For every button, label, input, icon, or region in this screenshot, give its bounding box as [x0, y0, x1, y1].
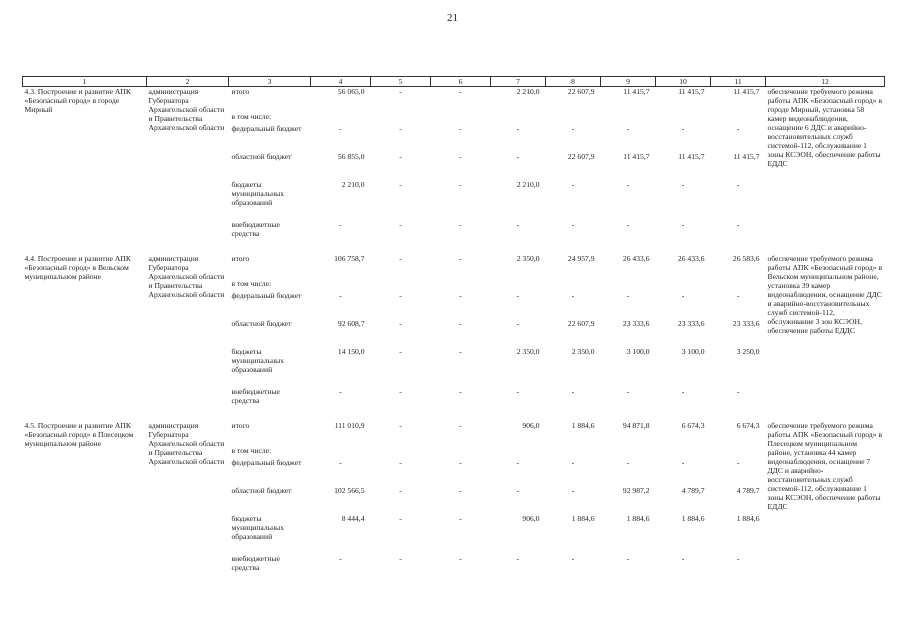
- funding-source-label: в том числе:: [231, 111, 272, 121]
- amount-cell: -: [681, 386, 685, 396]
- table-body: [23, 87, 885, 582]
- funding-source-label: областной бюджет: [231, 485, 292, 495]
- amount-cell: -: [459, 318, 462, 328]
- amount-cell: -: [681, 553, 685, 563]
- amount-cell: -: [459, 386, 462, 396]
- amount-cell: 3 250,0: [736, 346, 760, 356]
- amount-cell: 23 333,6: [732, 318, 760, 328]
- amount-cell: -: [736, 123, 740, 133]
- amount-cell: 4 789,7: [681, 485, 705, 495]
- amount-cell: -: [399, 513, 402, 523]
- executor-cell: администрация Губернатора Архангельской области и Правительства Архангельской области: [148, 420, 225, 466]
- amount-cell: -: [399, 151, 402, 161]
- amount-cell: [601, 279, 656, 291]
- amount-cell: -: [681, 219, 685, 229]
- amount-cell: -: [399, 420, 402, 430]
- amount-cell: -: [571, 553, 575, 563]
- amount-cell: -: [626, 123, 630, 133]
- column-number-header: 3: [229, 77, 311, 87]
- funding-source-label: областной бюджет: [231, 318, 292, 328]
- amount-cell: -: [399, 485, 402, 495]
- amount-cell: -: [459, 553, 462, 563]
- amount-cell: 22 607,9: [567, 87, 595, 96]
- amount-cell: -: [571, 179, 575, 189]
- amount-cell: -: [459, 420, 462, 430]
- amount-cell: 11 415,7: [678, 151, 705, 161]
- amount-cell: -: [516, 485, 520, 495]
- amount-cell: [311, 279, 371, 291]
- amount-cell: 102 566,5: [334, 485, 365, 495]
- amount-cell: 22 607,9: [567, 151, 595, 161]
- amount-cell: -: [459, 151, 462, 161]
- amount-cell: -: [399, 253, 402, 263]
- row-title-cell: 4.5. Построение и развитие АПК «Безопасный город» в Плесецком муниципальном районе: [24, 420, 134, 448]
- amount-cell: -: [459, 290, 462, 300]
- amount-cell: [431, 279, 491, 291]
- executor-cell: администрация Губернатора Архангельской области и Правительства Архангельской области: [148, 253, 225, 299]
- column-number-header: 8: [546, 77, 601, 87]
- amount-cell: 1 884,6: [571, 420, 595, 430]
- funding-source-label: областной бюджет: [231, 151, 292, 161]
- amount-cell: 6 674,3: [681, 420, 705, 430]
- amount-cell: -: [516, 318, 520, 328]
- amount-cell: -: [399, 290, 402, 300]
- amount-cell: [546, 446, 601, 458]
- amount-cell: [311, 446, 371, 458]
- funding-source-label: бюджеты муниципальных образований: [231, 179, 285, 207]
- column-number-header: 4: [311, 77, 371, 87]
- amount-cell: -: [571, 219, 575, 229]
- amount-cell: -: [736, 219, 740, 229]
- amount-cell: -: [339, 553, 342, 563]
- amount-cell: 2 210,0: [516, 179, 540, 189]
- amount-cell: -: [399, 87, 402, 96]
- funding-source-label: итого: [231, 420, 250, 430]
- amount-cell: [601, 446, 656, 458]
- row-title-cell: 4.4. Построение и развитие АПК «Безопасный город» в Вельском муниципальном районе: [24, 253, 131, 281]
- amount-cell: 1 884,6: [736, 513, 760, 523]
- amount-cell: 11 415,7: [733, 87, 760, 96]
- funding-source-label: бюджеты муниципальных образований: [231, 513, 285, 541]
- amount-cell: 56 065,0: [337, 87, 365, 96]
- amount-cell: 14 150,0: [337, 346, 365, 356]
- amount-cell: [491, 112, 546, 124]
- amount-cell: 26 433,6: [622, 253, 650, 263]
- amount-cell: [656, 279, 711, 291]
- funding-source-label: внебюджетные средства: [231, 386, 280, 405]
- amount-cell: [711, 279, 766, 291]
- amount-cell: 3 100,0: [681, 346, 705, 356]
- amount-cell: -: [516, 386, 520, 396]
- amount-cell: [431, 112, 491, 124]
- amount-cell: -: [626, 553, 630, 563]
- amount-cell: 11 415,7: [733, 151, 760, 161]
- funding-source-label: итого: [231, 253, 250, 263]
- amount-cell: -: [736, 290, 740, 300]
- amount-cell: [656, 112, 711, 124]
- amount-cell: -: [459, 219, 462, 229]
- amount-cell: 1 884,6: [626, 513, 650, 523]
- column-number-header: 9: [601, 77, 656, 87]
- amount-cell: 23 333,6: [622, 318, 650, 328]
- amount-cell: -: [399, 457, 402, 467]
- amount-cell: -: [571, 386, 575, 396]
- amount-cell: 906,0: [522, 513, 540, 523]
- amount-cell: [491, 446, 546, 458]
- amount-cell: -: [459, 87, 462, 96]
- amount-cell: 24 957,9: [567, 253, 595, 263]
- amount-cell: -: [459, 123, 462, 133]
- amount-cell: -: [516, 553, 520, 563]
- amount-cell: 26 433,6: [677, 253, 705, 263]
- amount-cell: 906,0: [522, 420, 540, 430]
- amount-cell: 106 758,7: [334, 253, 365, 263]
- amount-cell: [546, 279, 601, 291]
- amount-cell: -: [626, 290, 630, 300]
- column-number-header: 11: [711, 77, 766, 87]
- amount-cell: [371, 112, 431, 124]
- amount-cell: [656, 446, 711, 458]
- amount-cell: -: [339, 123, 342, 133]
- program-table: [22, 76, 885, 582]
- amount-cell: -: [459, 253, 462, 263]
- funding-source-label: в том числе:: [231, 445, 272, 455]
- amount-cell: -: [399, 346, 402, 356]
- table-row: [23, 87, 885, 112]
- amount-cell: -: [459, 513, 462, 523]
- amount-cell: 92 987,2: [622, 485, 650, 495]
- column-number-header: 7: [491, 77, 546, 87]
- amount-cell: 4 789,7: [736, 485, 760, 495]
- amount-cell: 92 608,7: [337, 318, 365, 328]
- table-row: [23, 254, 885, 279]
- amount-cell: -: [681, 123, 685, 133]
- amount-cell: -: [736, 179, 740, 189]
- funding-source-label: федеральный бюджет: [231, 123, 302, 133]
- funding-source-label: внебюджетные средства: [231, 219, 280, 238]
- amount-cell: -: [399, 553, 402, 563]
- amount-cell: 22 607,9: [567, 318, 595, 328]
- amount-cell: -: [626, 386, 630, 396]
- column-number-header: 12: [766, 77, 885, 87]
- amount-cell: -: [571, 290, 575, 300]
- amount-cell: -: [571, 123, 575, 133]
- amount-cell: -: [459, 457, 462, 467]
- amount-cell: -: [459, 346, 462, 356]
- result-cell: обеспечение требуемого режима работы АПК «Безопасный город» в Вельском муниципальном районе, установка 39 камер видеонаблюдения, оснащение ДДС и аварийно-восстановительных служб системой-112, обслуживание 3 зон КСЭОН, обеспечение работы ЕДДС: [767, 253, 883, 335]
- amount-cell: -: [399, 219, 402, 229]
- amount-cell: 2 350,0: [516, 346, 540, 356]
- amount-cell: 11 415,7: [678, 87, 705, 96]
- amount-cell: 11 415,7: [623, 87, 650, 96]
- column-number-header: 2: [147, 77, 229, 87]
- amount-cell: -: [571, 485, 575, 495]
- amount-cell: -: [736, 553, 740, 563]
- amount-cell: [491, 279, 546, 291]
- page-number: 21: [447, 12, 458, 24]
- amount-cell: 6 674,3: [736, 420, 760, 430]
- amount-cell: -: [736, 386, 740, 396]
- amount-cell: -: [736, 457, 740, 467]
- column-number-header: 10: [656, 77, 711, 87]
- funding-source-label: бюджеты муниципальных образований: [231, 346, 285, 374]
- amount-cell: 111 010,9: [334, 420, 365, 430]
- amount-cell: [431, 446, 491, 458]
- amount-cell: -: [399, 318, 402, 328]
- amount-cell: -: [626, 179, 630, 189]
- amount-cell: -: [459, 179, 462, 189]
- amount-cell: -: [626, 219, 630, 229]
- amount-cell: -: [626, 457, 630, 467]
- amount-cell: -: [516, 290, 520, 300]
- amount-cell: [371, 279, 431, 291]
- amount-cell: -: [399, 179, 402, 189]
- amount-cell: 3 100,0: [626, 346, 650, 356]
- amount-cell: [711, 112, 766, 124]
- amount-cell: 2 350,0: [516, 253, 540, 263]
- amount-cell: -: [516, 457, 520, 467]
- amount-cell: -: [339, 457, 342, 467]
- amount-cell: -: [459, 485, 462, 495]
- amount-cell: 1 884,6: [681, 513, 705, 523]
- amount-cell: [711, 446, 766, 458]
- amount-cell: [311, 112, 371, 124]
- result-cell: обеспечение требуемого режима работы АПК «Безопасный город» в городе Мирный, установка 58 камер видеонаблюдения, оснащение 6 ДДС и аварийно-восстановительных служб системой-112, обслуживание 1 зоны КСЭОН, обеспечение работы ЕДДС: [767, 87, 883, 168]
- funding-source-label: внебюджетные средства: [231, 553, 280, 572]
- amount-cell: 8 444,4: [341, 513, 365, 523]
- amount-cell: 26 583,6: [732, 253, 760, 263]
- amount-cell: -: [339, 219, 342, 229]
- row-title-cell: 4.3. Построение и развитие АПК «Безопасный город» в городе Мирный: [24, 87, 131, 114]
- amount-cell: -: [516, 151, 520, 161]
- column-number-header-row: [23, 77, 885, 87]
- funding-source-label: итого: [231, 87, 250, 96]
- column-number-header: 6: [431, 77, 491, 87]
- funding-source-label: федеральный бюджет: [231, 290, 302, 300]
- amount-cell: -: [681, 290, 685, 300]
- amount-cell: -: [681, 179, 685, 189]
- amount-cell: -: [339, 386, 342, 396]
- table-row: [23, 421, 885, 446]
- result-cell: обеспечение требуемого режима работы АПК «Безопасный город» в Плесецком муниципальном районе, установка 44 камер видеонаблюдения, оснащение 7 ДДС и аварийно-восстановительных служб системой-112, обслуживание 1 зоны КСЭОН, обеспечение работы ЕДДС: [767, 420, 883, 511]
- amount-cell: 2 210,0: [516, 87, 540, 96]
- amount-cell: -: [399, 123, 402, 133]
- amount-cell: -: [681, 457, 685, 467]
- column-number-header: 5: [371, 77, 431, 87]
- amount-cell: 23 333,6: [677, 318, 705, 328]
- executor-cell: администрация Губернатора Архангельской области и Правительства Архангельской области: [148, 87, 225, 132]
- funding-source-label: в том числе:: [231, 278, 272, 288]
- amount-cell: [546, 112, 601, 124]
- amount-cell: 56 855,0: [337, 151, 365, 161]
- amount-cell: -: [516, 219, 520, 229]
- amount-cell: 11 415,7: [623, 151, 650, 161]
- column-number-header: 1: [23, 77, 147, 87]
- amount-cell: 94 871,8: [622, 420, 650, 430]
- amount-cell: -: [516, 123, 520, 133]
- funding-source-label: федеральный бюджет: [231, 457, 302, 467]
- amount-cell: [371, 446, 431, 458]
- amount-cell: -: [339, 290, 342, 300]
- amount-cell: -: [399, 386, 402, 396]
- amount-cell: 2 210,0: [341, 179, 365, 189]
- amount-cell: 2 350,0: [571, 346, 595, 356]
- amount-cell: 1 884,6: [571, 513, 595, 523]
- amount-cell: [601, 112, 656, 124]
- amount-cell: -: [571, 457, 575, 467]
